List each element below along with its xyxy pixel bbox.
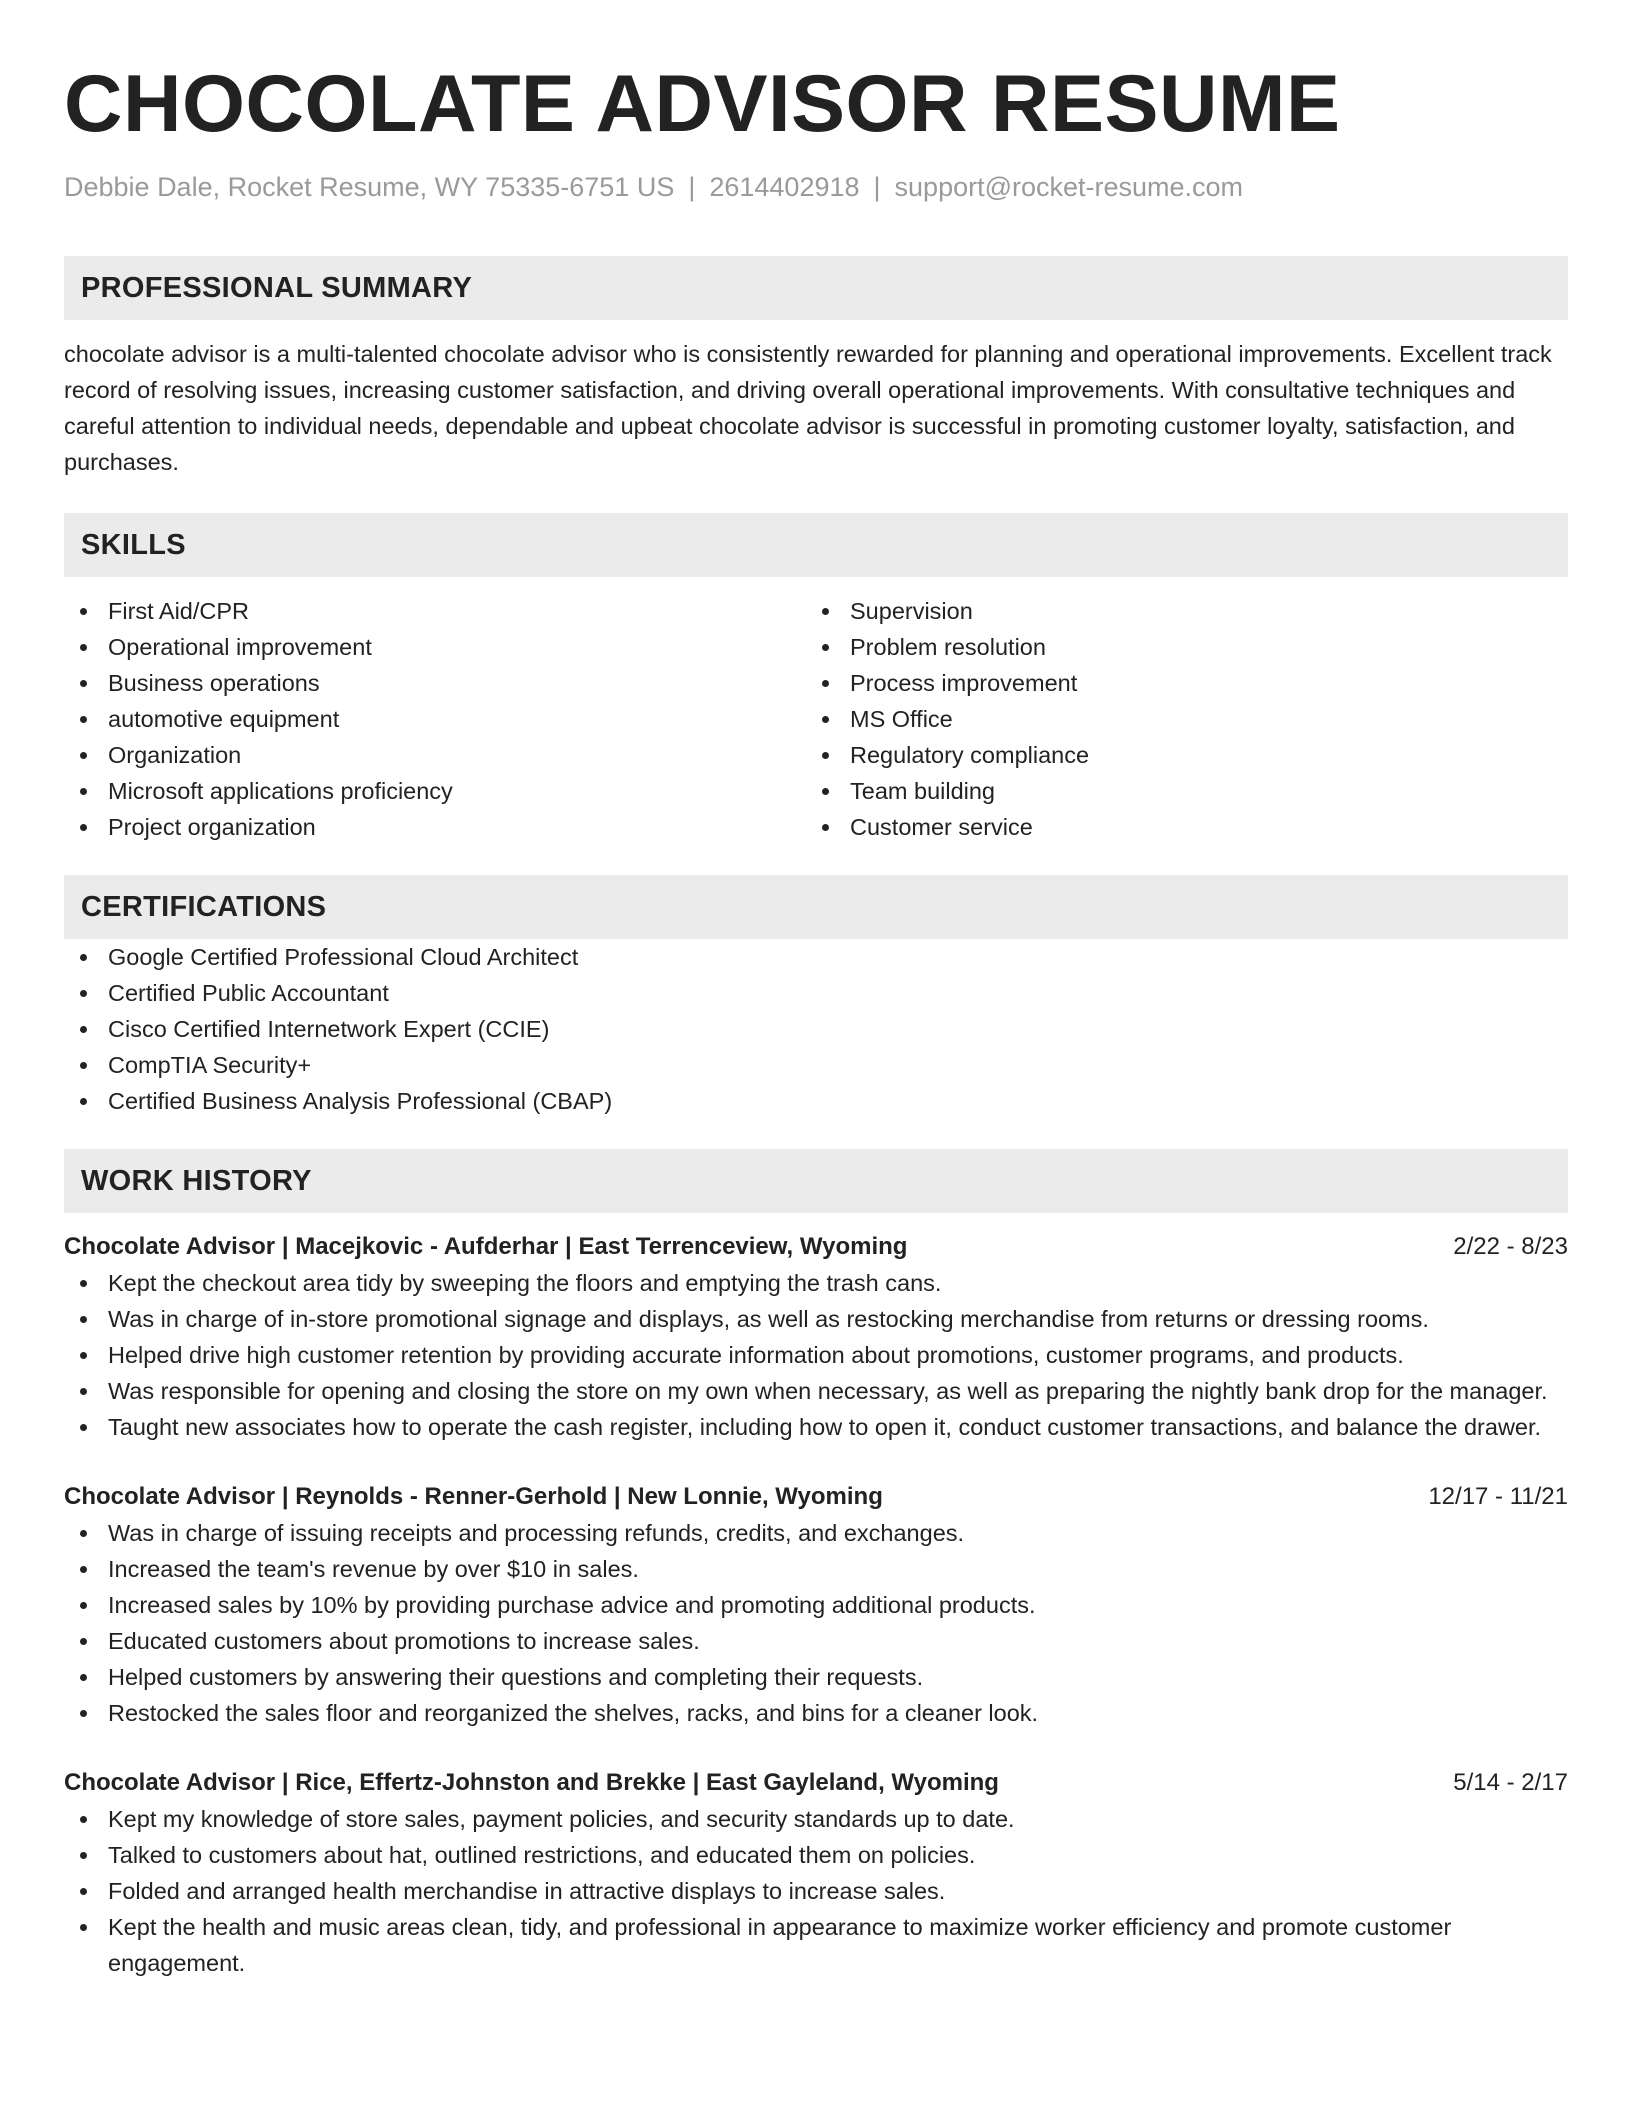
skill-item: automotive equipment [64, 701, 806, 737]
skill-item: Problem resolution [806, 629, 1548, 665]
job-bullet: Was in charge of issuing receipts and processing refunds, credits, and exchanges. [64, 1515, 1568, 1551]
job-entry [64, 1229, 1568, 1445]
skill-item: Microsoft applications proficiency [64, 773, 806, 809]
job-dates: 2/22 - 8/23 [1453, 1233, 1568, 1260]
certification-item: Certified Public Accountant [64, 975, 1568, 1011]
job-bullet: Kept my knowledge of store sales, payment policies, and security standards up to date. [64, 1801, 1568, 1837]
certifications-list [64, 939, 1568, 1119]
job-bullet-list [64, 1801, 1568, 1981]
job-entry [64, 1765, 1568, 1981]
skill-item: Process improvement [806, 665, 1548, 701]
job-bullet: Restocked the sales floor and reorganized the shelves, racks, and bins for a cleaner look. [64, 1695, 1568, 1731]
contact-line [64, 170, 1568, 204]
skill-item: Supervision [806, 593, 1548, 629]
contact-separator: | [873, 172, 881, 202]
job-entry [64, 1479, 1568, 1731]
job-header [64, 1765, 1568, 1801]
certification-item: CompTIA Security+ [64, 1047, 1568, 1083]
skill-item: First Aid/CPR [64, 593, 806, 629]
certification-item: Cisco Certified Internetwork Expert (CCIE) [64, 1011, 1568, 1047]
resume-title: CHOCOLATE ADVISOR RESUME [64, 59, 1341, 149]
section-header-skills: SKILLS [64, 513, 1568, 577]
section-header-work-history: WORK HISTORY [64, 1149, 1568, 1213]
job-bullet: Was responsible for opening and closing the store on my own when necessary, as well as preparing the nightly bank drop for the manager. [64, 1373, 1568, 1409]
job-bullet: Was in charge of in-store promotional signage and displays, as well as restocking merchandise from returns or dressing rooms. [64, 1301, 1568, 1337]
section-header-summary: PROFESSIONAL SUMMARY [64, 256, 1568, 320]
work-history-list [64, 1229, 1568, 1981]
skill-item: Team building [806, 773, 1548, 809]
job-bullet: Talked to customers about hat, outlined restrictions, and educated them on policies. [64, 1837, 1568, 1873]
job-dates: 12/17 - 11/21 [1428, 1483, 1568, 1510]
section-header-certifications: CERTIFICATIONS [64, 875, 1568, 939]
skill-item: MS Office [806, 701, 1548, 737]
job-dates: 5/14 - 2/17 [1453, 1769, 1568, 1796]
job-bullet-list [64, 1265, 1568, 1445]
job-title: Chocolate Advisor | Macejkovic - Aufderhar | East Terrenceview, Wyoming [64, 1233, 908, 1260]
summary-text: chocolate advisor is a multi-talented chocolate advisor who is consistently rewarded for planning and operational improvements. Excellent track record of resolving issues, increasing customer satisfaction, and driving overall operational improvements. With consultative techniques and careful attention to individual needs, dependable and upbeat chocolate advisor is successful in promoting customer loyalty, satisfaction, and purchases. [64, 341, 1552, 475]
skills-list-right [806, 593, 1548, 845]
skill-item: Business operations [64, 665, 806, 701]
contact-separator: | [688, 172, 696, 202]
skill-item: Regulatory compliance [806, 737, 1548, 773]
job-bullet-list [64, 1515, 1568, 1731]
job-bullet: Helped drive high customer retention by providing accurate information about promotions, customer programs, and products. [64, 1337, 1568, 1373]
job-bullet: Folded and arranged health merchandise in attractive displays to increase sales. [64, 1873, 1568, 1909]
job-bullet: Taught new associates how to operate the cash register, including how to open it, conduct customer transactions, and balance the drawer. [64, 1409, 1568, 1445]
job-title: Chocolate Advisor | Rice, Effertz-Johnston and Brekke | East Gayleland, Wyoming [64, 1769, 999, 1796]
job-title: Chocolate Advisor | Reynolds - Renner-Gerhold | New Lonnie, Wyoming [64, 1483, 883, 1510]
job-header [64, 1229, 1568, 1265]
contact-email[interactable]: support@rocket-resume.com [894, 172, 1244, 202]
certification-item: Google Certified Professional Cloud Architect [64, 939, 1568, 975]
job-bullet: Kept the checkout area tidy by sweeping the floors and emptying the trash cans. [64, 1265, 1568, 1301]
skill-item: Customer service [806, 809, 1548, 845]
skill-item: Organization [64, 737, 806, 773]
contact-address: Debbie Dale, Rocket Resume, WY 75335-6751 US [64, 172, 675, 202]
skills-grid [64, 593, 1568, 845]
job-bullet: Kept the health and music areas clean, tidy, and professional in appearance to maximize worker efficiency and promote customer engagement. [64, 1909, 1568, 1981]
job-bullet: Educated customers about promotions to increase sales. [64, 1623, 1568, 1659]
job-bullet: Increased sales by 10% by providing purchase advice and promoting additional products. [64, 1587, 1568, 1623]
skills-list-left [64, 593, 806, 845]
certification-item: Certified Business Analysis Professional (CBAP) [64, 1083, 1568, 1119]
skill-item: Operational improvement [64, 629, 806, 665]
contact-phone: 2614402918 [709, 172, 860, 202]
job-header [64, 1479, 1568, 1515]
skill-item: Project organization [64, 809, 806, 845]
job-bullet: Helped customers by answering their questions and completing their requests. [64, 1659, 1568, 1695]
job-bullet: Increased the team's revenue by over $10 in sales. [64, 1551, 1568, 1587]
